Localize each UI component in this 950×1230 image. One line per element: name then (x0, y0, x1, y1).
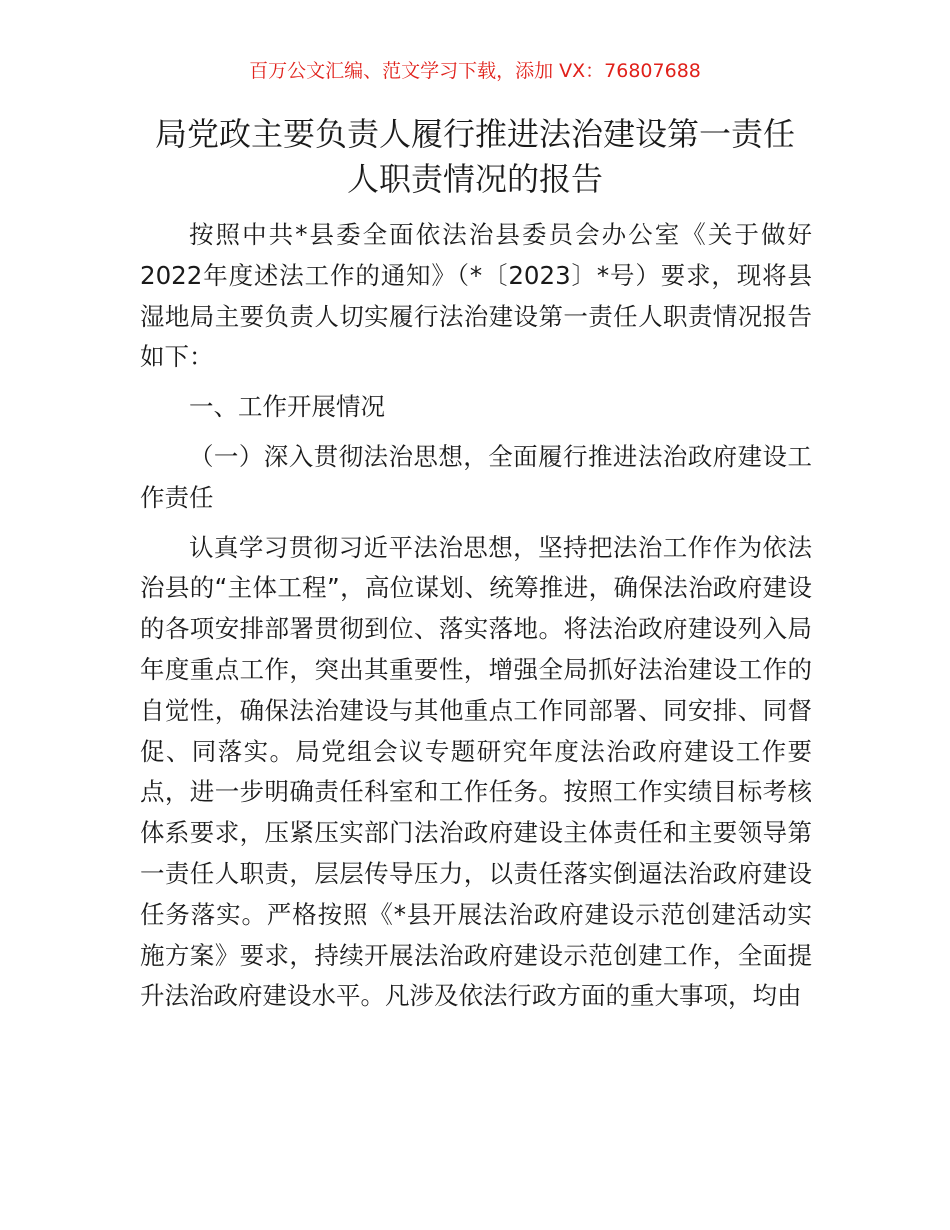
intro-paragraph: 按照中共*县委全面依法治县委员会办公室《关于做好2022年度述法工作的通知》（*〔2023〕*号）要求，现将县湿地局主要负责人切实履行法治建设第一责任人职责情况报告如下： (140, 220, 812, 372)
document-body (140, 215, 812, 1017)
section-heading: 一、工作开展情况 (189, 392, 385, 422)
document-title-line-1: 局党政主要负责人履行推进法治建设第一责任 (154, 115, 795, 153)
body-paragraph: 认真学习贯彻习近平法治思想，坚持把法治工作作为依法治县的“主体工程”，高位谋划、统筹推进，确保法治政府建设的各项安排部署贯彻到位、落实落地。将法治政府建设列入局年度重点工作，突出其重要性，增强全局抓好法治建设工作的自觉性，确保法治建设与其他重点工作同部署、同安排、同督促、同落实。局党组会议专题研究年度法治政府建设工作要点，进一步明确责任科室和工作任务。按照工作实绩目标考核体系要求，压紧压实部门法治政府建设主体责任和主要领导第一责任人职责，层层传导压力，以责任落实倒逼法治政府建设任务落实。严格按照《*县开展法治政府建设示范创建活动实施方案》要求，持续开展法治政府建设示范创建工作，全面提升法治政府建设水平。凡涉及依法行政方面的重大事项，均由 (140, 532, 812, 1011)
document-title (138, 112, 812, 202)
watermark-banner: 百万公文汇编、范文学习下载，添加 VX：76807688 (249, 60, 701, 82)
subsection-heading: （一）深入贯彻法治思想，全面履行推进法治政府建设工作责任 (140, 441, 812, 512)
document-title-line-2: 人职责情况的报告 (346, 160, 603, 198)
